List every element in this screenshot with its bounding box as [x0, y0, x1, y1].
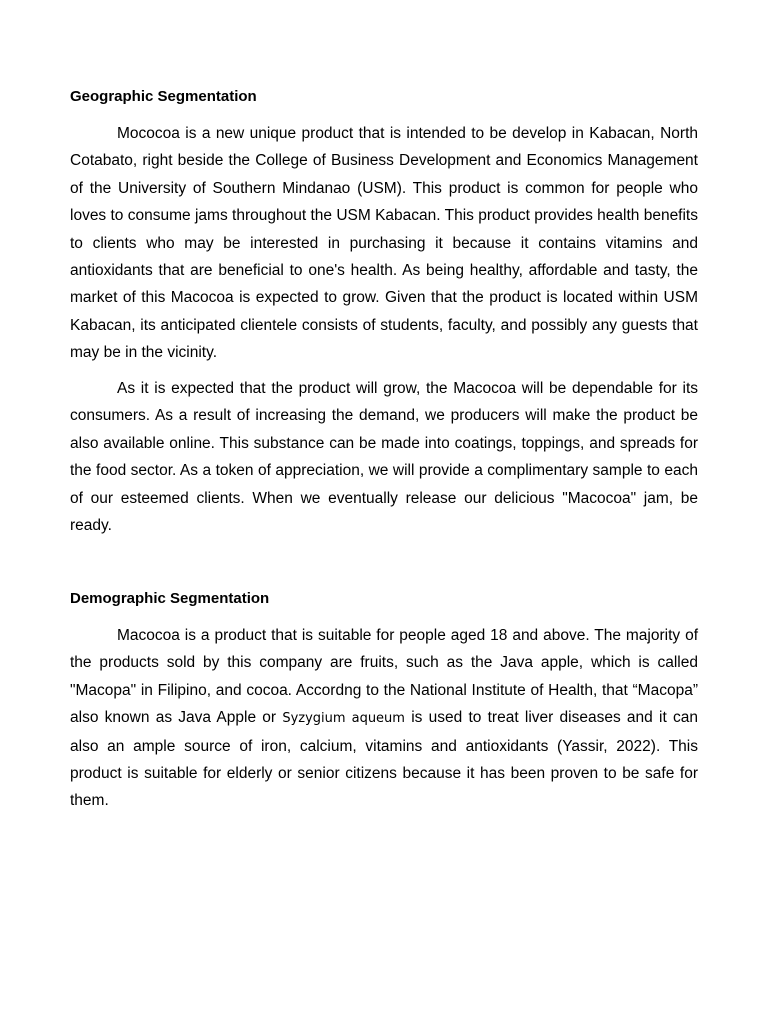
demographic-text-part-1: Macocoa is a product that is suitable for people aged 18 and above. The majority of the products sold by this company are fruits, such as the Java apple, which is called "Macopa" in Filipino, and cocoa. Accordng to the National Institute of Health, that “Macopa” also known as Java Apple or: [70, 627, 698, 727]
demographic-text-part-2: is used to treat liver diseases and it can also an ample source of iron, calcium, vitamins and antioxidants (Yassir, 2022). This product is suitable for elderly or senior citizens because it has been proven to be safe for them.: [70, 709, 698, 810]
species-name: Syzygium aqueum: [282, 711, 405, 727]
demographic-segmentation-heading: Demographic Segmentation: [70, 590, 270, 607]
geographic-paragraph-2: As it is expected that the product will grow, the Macocoa will be dependable for its consumers. As a result of increasing the demand, we producers will make the product be also available online. This substance can be made into coatings, toppings, and spreads for the food sector. As a token of appreciation, we will provide a complimentary sample to each of our esteemed clients. When we eventually release our delicious "Macocoa" jam, be ready.: [70, 380, 698, 535]
geographic-paragraph-1: Mococoa is a new unique product that is intended to be develop in Kabacan, North Cotabato, right beside the College of Business Development and Economics Management of the University of Southern Mindanao (USM). This product is common for people who loves to consume jams throughout the USM Kabacan. This product provides health benefits to clients who may be interested in purchasing it because it contains vitamins and antioxidants that are beneficial to one's health. As being healthy, affordable and tasty, the market of this Macocoa is expected to grow. Given that the product is located within USM Kabacan, its anticipated clientele consists of students, faculty, and possibly any guests that may be in the vicinity.: [70, 125, 698, 362]
geographic-segmentation-heading: Geographic Segmentation: [70, 88, 257, 105]
demographic-paragraph-1: [70, 622, 698, 815]
